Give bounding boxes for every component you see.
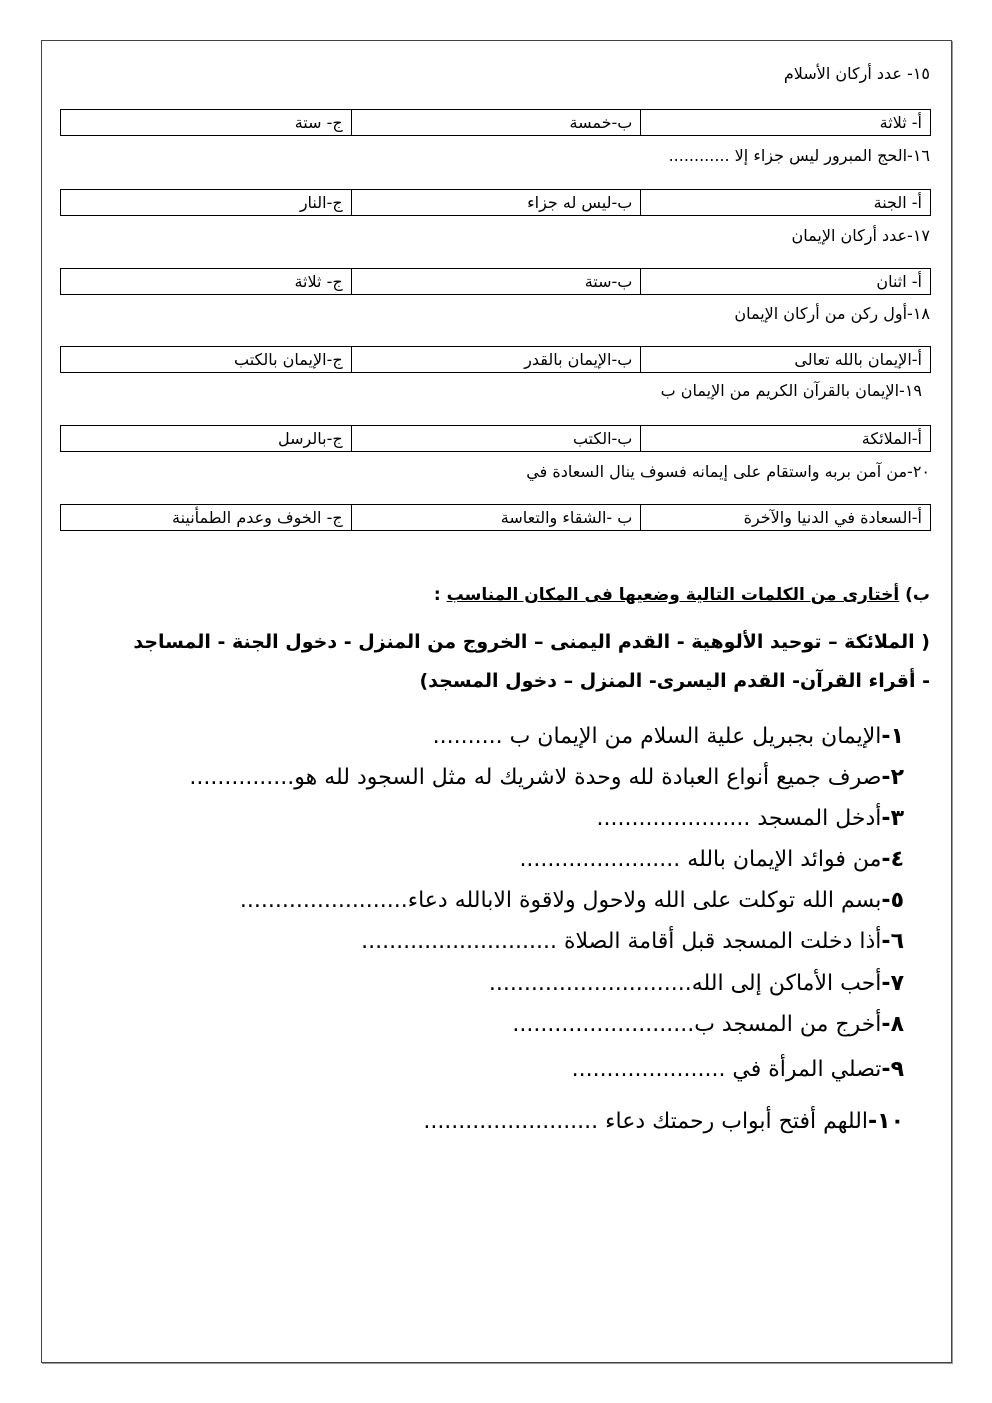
item-number: ٤- bbox=[881, 847, 904, 872]
option-a[interactable]: أ- ثلاثة bbox=[640, 110, 930, 135]
options-row-19 bbox=[60, 425, 931, 452]
question-19: ١٩-الإيمان بالقرآن الكريم من الإيمان ب bbox=[660, 381, 922, 400]
option-c[interactable]: ج- ثلاثة bbox=[294, 272, 343, 291]
fill-item bbox=[361, 928, 904, 956]
item-text[interactable]: من فوائد الإيمان بالله ....................... bbox=[519, 847, 882, 872]
item-number: ٩- bbox=[881, 1057, 904, 1082]
question-15: ١٥- عدد أركان الأسلام bbox=[783, 64, 930, 83]
fill-item bbox=[512, 1011, 904, 1039]
option-a[interactable]: أ- اثنان bbox=[640, 269, 930, 294]
option-c[interactable]: ج-الإيمان بالكتب bbox=[234, 350, 343, 369]
item-number: ٥- bbox=[881, 888, 904, 913]
option-a[interactable]: أ- الجنة bbox=[640, 190, 930, 215]
option-c[interactable]: ج- ستة bbox=[294, 113, 343, 132]
fill-item bbox=[572, 1056, 904, 1084]
section-b-prefix: ب) bbox=[899, 585, 930, 605]
fill-item bbox=[489, 970, 904, 998]
question-16: ١٦-الحج المبرور ليس جزاء إلا ............ bbox=[668, 146, 930, 165]
options-row-17 bbox=[60, 268, 931, 295]
option-c[interactable]: ج-بالرسل bbox=[278, 429, 343, 448]
option-b[interactable]: ب-ليس له جزاء bbox=[351, 190, 641, 215]
option-c[interactable]: ج-النار bbox=[299, 193, 343, 212]
item-number: ٨- bbox=[881, 1012, 904, 1037]
item-text[interactable]: صرف جميع أنواع العبادة لله وحدة لاشريك له مثل السجود لله هو............... bbox=[189, 765, 882, 790]
question-17: ١٧-عدد أركان الإيمان bbox=[791, 226, 930, 245]
section-b-title: أختارى من الكلمات التالية وضعيها فى المكان المناسب bbox=[446, 585, 900, 605]
item-text[interactable]: تصلي المرأة في ...................... bbox=[571, 1057, 882, 1082]
option-a[interactable]: أ-الملائكة bbox=[640, 426, 930, 451]
item-text[interactable]: أذا دخلت المسجد قبل أقامة الصلاة ............................ bbox=[361, 929, 882, 954]
word-bank-line-2: - أقراء القرآن- القدم اليسرى- المنزل – دخول المسجد) bbox=[419, 670, 930, 692]
option-b[interactable]: ب -الشقاء والتعاسة bbox=[351, 505, 641, 530]
option-b[interactable]: ب-خمسة bbox=[351, 110, 641, 135]
item-text[interactable]: أدخل المسجد ...................... bbox=[596, 806, 882, 831]
section-b-heading bbox=[434, 585, 930, 605]
section-b-suffix: : bbox=[433, 585, 447, 605]
options-row-15 bbox=[60, 109, 931, 136]
item-text[interactable]: الإيمان بجبريل علية السلام من الإيمان ب .......... bbox=[432, 724, 882, 749]
fill-item bbox=[519, 846, 904, 874]
option-b[interactable]: ب-الإيمان بالقدر bbox=[351, 347, 641, 372]
options-row-16 bbox=[60, 189, 931, 216]
options-row-18 bbox=[60, 346, 931, 373]
option-a[interactable]: أ-السعادة في الدنيا والآخرة bbox=[640, 505, 930, 530]
option-c[interactable]: ج- الخوف وعدم الطمأنينة bbox=[171, 508, 343, 527]
item-number: ١٠- bbox=[868, 1109, 904, 1134]
word-bank-line-1: ( الملائكة – توحيد الألوهية - القدم اليمنى – الخروج من المنزل - دخول الجنة - المساجد bbox=[133, 631, 930, 653]
option-b[interactable]: ب-ستة bbox=[351, 269, 641, 294]
fill-item bbox=[240, 887, 904, 915]
option-b[interactable]: ب-الكتب bbox=[351, 426, 641, 451]
fill-item bbox=[423, 1108, 904, 1136]
question-20: ٢٠-من آمن بربه واستقام على إيمانه فسوف ينال السعادة في bbox=[526, 462, 930, 481]
item-text[interactable]: اللهم أفتح أبواب رحمتك دعاء ......................... bbox=[423, 1109, 868, 1134]
item-text[interactable]: أحب الأماكن إلى الله............................. bbox=[488, 971, 882, 996]
item-text[interactable]: بسم الله توكلت على الله ولاحول ولاقوة الابالله دعاء........................ bbox=[239, 888, 882, 913]
item-number: ٣- bbox=[881, 806, 904, 831]
item-number: ٦- bbox=[881, 929, 904, 954]
question-18: ١٨-أول ركن من أركان الإيمان bbox=[734, 304, 930, 323]
item-number: ١- bbox=[881, 724, 904, 749]
fill-item bbox=[433, 723, 904, 751]
item-text[interactable]: أخرج من المسجد ب.......................... bbox=[512, 1012, 882, 1037]
item-number: ٢- bbox=[881, 765, 904, 790]
option-a[interactable]: أ-الإيمان بالله تعالى bbox=[640, 347, 930, 372]
fill-item bbox=[189, 764, 904, 792]
fill-item bbox=[597, 805, 905, 833]
item-number: ٧- bbox=[881, 971, 904, 996]
options-row-20 bbox=[60, 504, 931, 531]
